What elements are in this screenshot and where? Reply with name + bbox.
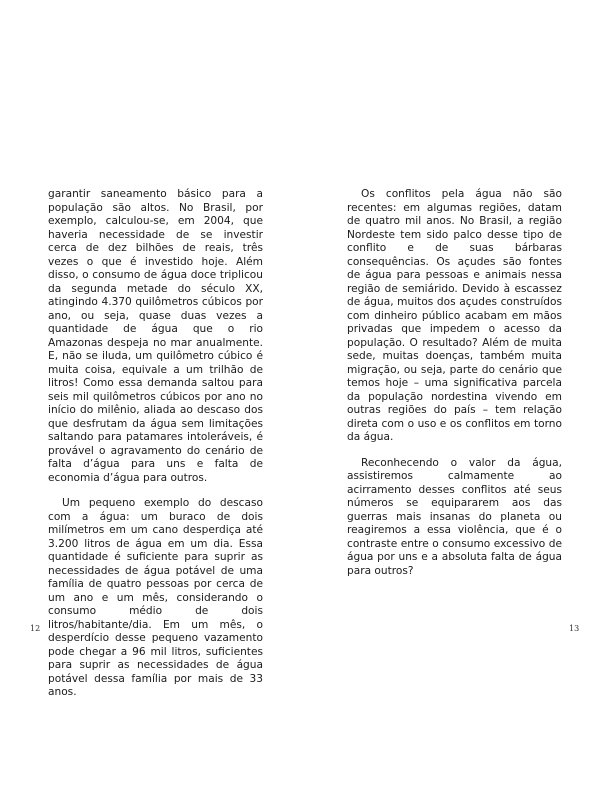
left-page-number: 12 [30, 624, 41, 633]
right-page-number: 13 [569, 624, 580, 633]
left-page-text [48, 188, 263, 712]
left-paragraph-1: garantir saneamento básico para a população são altos. No Brasil, por exemplo, calculou-se, em 2004, que haveria necessidade de se investir cerca de dez bilhões de reais, três vezes o que é investido hoje. Além disso, o consumo de água doce triplicou da segunda metade do século XX, atingindo 4.370 quilômetros cúbicos por ano, ou seja, quase duas vezes a quantidade de água que o rio Amazonas despeja no mar anualmente. E, não se iluda, um quilômetro cúbico é muita coisa, equivale a um trilhão de litros! Como essa demanda saltou para seis mil quilômetros cúbicos por ano no início do milênio, aliada ao descaso dos que desfrutam da água sem limitações saltando para patamares intoleráveis, é provável o agravamento do cenário de falta d’água para uns e falta de economia d’água para outros. [48, 188, 263, 484]
right-paragraph-1: Os conflitos pela água não são recentes: em algumas regiões, datam de quatro mil anos. No Brasil, a região Nordeste tem sido palco desse tipo de conflito e de suas bárbaras consequências. Os açudes são fontes de água para pessoas e animais nessa região de semiárido. Devido à escassez de água, muitos dos açudes construídos com dinheiro público acabam em mãos privadas que impedem o acesso da população. O resultado? Além de muita sede, muitas doenças, também muita migração, ou seja, parte do cenário que temos hoje – uma significativa parcela da população nordestina vivendo em outras regiões do país – tem relação direta com o uso e os conflitos em torno da água. [347, 188, 562, 443]
right-page-text [347, 188, 562, 590]
right-paragraph-2: Reconhecendo o valor da água, assistiremos calmamente ao acirramento desses conflitos até seus números se equipararem aos das guerras mais insanas do planeta ou reagiremos a essa violência, que é o contraste entre o consumo excessivo de água por uns e a absoluta falta de água para outros? [347, 456, 562, 577]
left-paragraph-2: Um pequeno exemplo do descaso com a água: um buraco de dois milímetros em um cano desperdiça até 3.200 litros de água em um dia. Essa quantidade é suficiente para suprir as necessidades de água potável de uma família de quatro pessoas por cerca de um ano e um mês, considerando o consumo médio de dois litros/habitante/dia. Em um mês, o desperdício desse pequeno vazamento pode chegar a 96 mil litros, suficientes para suprir as necessidades de água potável dessa família por mais de 33 anos. [48, 497, 263, 698]
